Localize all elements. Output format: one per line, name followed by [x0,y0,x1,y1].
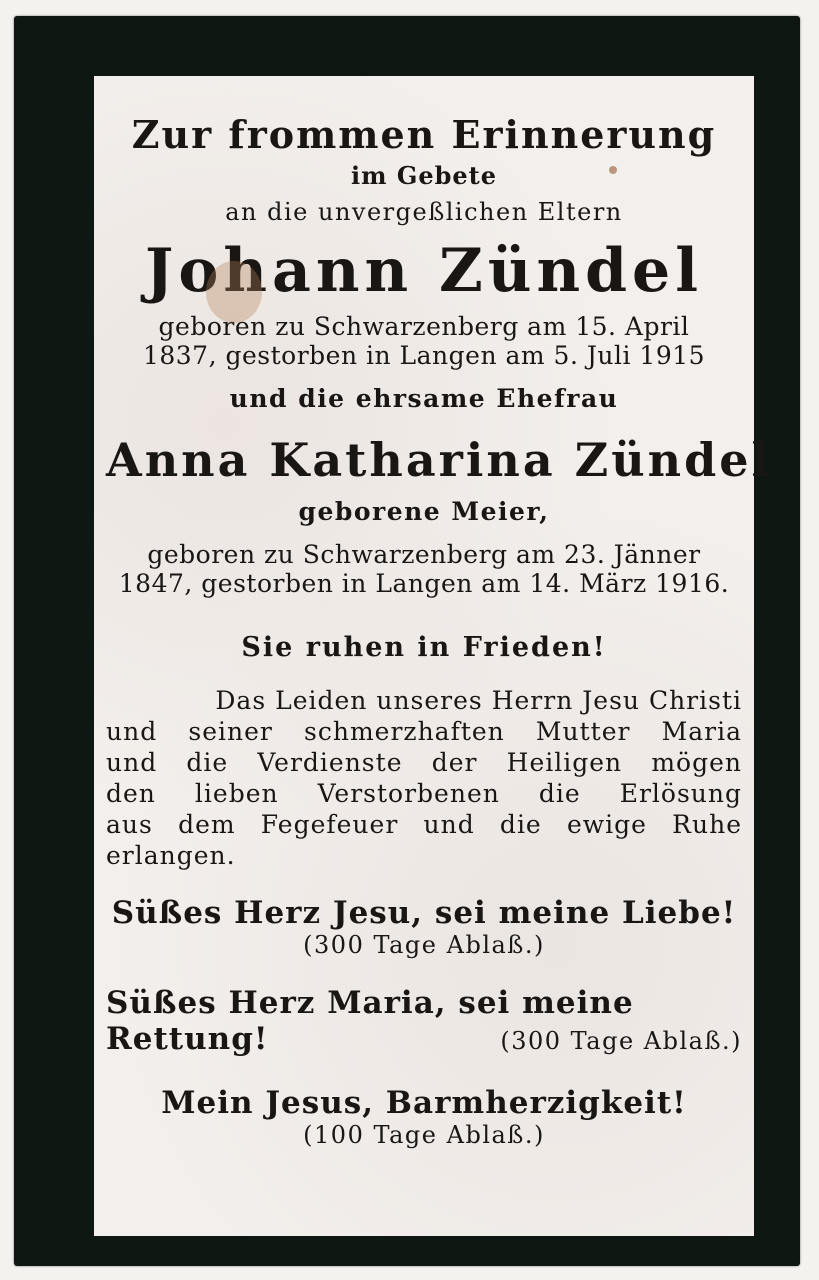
prayer-line: erlangen. [106,841,236,870]
aspiration-1: Süßes Herz Jesu, sei meine Liebe! [111,895,737,931]
wife-maiden-name: geborene Meier, [298,497,550,526]
card-text-panel [94,76,773,1236]
card-subheading: im Gebete [350,161,498,190]
dedication-line: an die unvergeßlichen Eltern [225,198,623,226]
wife-name: Anna Katharina Zündel [106,433,773,487]
wife-life-line-1: geboren zu Schwarzenberg am 23. Jänner [147,540,701,569]
prayer-line: und seiner schmerzhaften Mutter Maria [106,717,742,746]
husband-life-line-1: geboren zu Schwarzenberg am 15. April [158,312,690,341]
prayer-paragraph [106,685,742,871]
husband-name: Johann Zündel [144,236,703,306]
husband-life-line-2: 1837, gestorben in Langen am 5. Juli 1915 [142,341,706,370]
aspiration-2-line-1 [106,985,742,1021]
indulgence-3: (100 Tage Ablaß.) [303,1121,545,1149]
prayer-line: Das Leiden unseres Herrn Jesu Christi [215,686,742,715]
aspiration-2-text: Süßes Herz Maria, sei meine [106,985,634,1021]
memorial-card [14,16,800,1266]
rest-in-peace: Sie ruhen in Frieden! [241,632,607,663]
connector-line: und die ehrsame Ehefrau [229,384,619,413]
prayer-line: den lieben Verstorbenen die Erlösung [106,779,742,808]
aspiration-2-text-cont: Rettung! [106,1021,269,1057]
prayer-line: aus dem Fegefeuer und die ewige Ruhe [106,810,742,839]
indulgence-1: (300 Tage Ablaß.) [303,931,545,959]
indulgence-2: (300 Tage Ablaß.) [500,1027,742,1055]
aspiration-3: Mein Jesus, Barmherzigkeit! [161,1085,687,1121]
aspiration-2-line-2 [106,1021,742,1057]
prayer-line: und die Verdienste der Heiligen mögen [106,748,742,777]
wife-life-line-2: 1847, gestorben in Langen am 14. März 1916. [118,569,730,598]
card-heading: Zur frommen Erinnerung [131,112,717,157]
